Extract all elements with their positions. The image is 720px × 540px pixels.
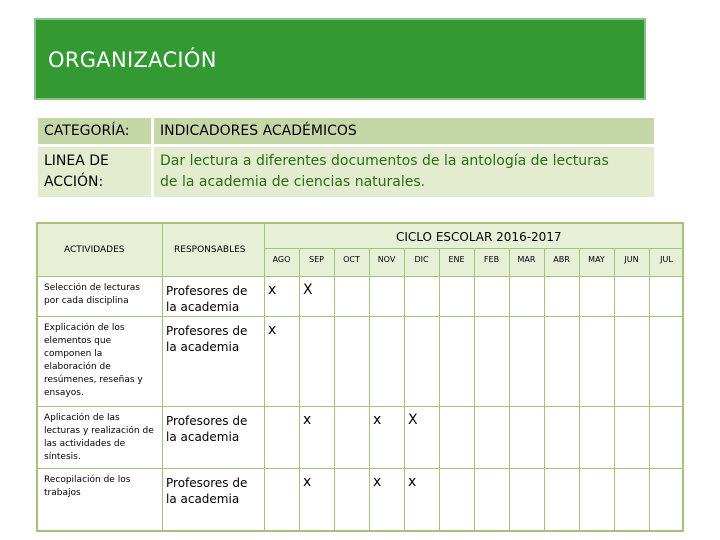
schedule-mark-sep: x <box>303 474 312 490</box>
month-divider <box>579 248 580 530</box>
column-divider <box>162 224 163 530</box>
responsible-text-line: la academia <box>166 430 240 444</box>
row-divider <box>38 276 682 277</box>
activity-cell <box>44 412 154 464</box>
month-divider <box>544 248 545 530</box>
activity-text-line: componen la <box>44 349 103 359</box>
responsible-cell <box>166 283 247 315</box>
activity-text-line: las actividades de <box>44 439 126 449</box>
page-title: ORGANIZACIÓN <box>48 48 217 72</box>
schedule-mark-nov: x <box>373 412 382 428</box>
month-header-oct: OCT <box>343 255 360 264</box>
responsible-text-line: la academia <box>166 340 240 354</box>
month-header-mar: MAR <box>517 255 536 264</box>
category-label: CATEGORÍA: <box>38 118 154 144</box>
responsible-text-line: Profesores de <box>166 284 248 298</box>
action-line-value-line: de la academia de ciencias naturales. <box>160 174 426 190</box>
row-divider <box>38 468 682 469</box>
activities-header: ACTIVIDADES <box>64 245 125 255</box>
responsible-text-line: Profesores de <box>166 324 248 338</box>
month-header-ago: AGO <box>272 255 291 264</box>
activity-cell <box>44 322 143 400</box>
month-header-abr: ABR <box>553 255 570 264</box>
schedule-mark-dic: X <box>408 412 418 428</box>
month-header-jun: JUN <box>624 255 639 264</box>
column-divider <box>264 224 265 530</box>
cycle-header: CICLO ESCOLAR 2016-2017 <box>396 230 562 244</box>
row-divider <box>38 316 682 317</box>
responsible-cell <box>166 413 247 445</box>
month-divider <box>369 248 370 530</box>
activity-text-line: resúmenes, reseñas y <box>44 375 143 385</box>
title-banner <box>34 18 646 100</box>
month-header-may: MAY <box>588 255 605 264</box>
month-header-nov: NOV <box>377 255 396 264</box>
schedule-mark-ago: x <box>268 282 277 298</box>
action-line-label <box>38 147 154 197</box>
cycle-divider <box>264 248 682 249</box>
schedule-mark-ago: x <box>268 322 277 338</box>
responsible-header: RESPONSABLES <box>174 245 246 255</box>
activity-text-line: ensayos. <box>44 388 84 398</box>
activity-text-line: por cada disciplina <box>44 296 129 306</box>
month-header-dic: DIC <box>414 255 429 264</box>
action-line-row <box>38 147 654 197</box>
schedule-table <box>36 222 684 532</box>
activity-text-line: elaboración de <box>44 362 111 372</box>
activity-text-line: Selección de lecturas <box>44 283 140 293</box>
month-divider <box>649 248 650 530</box>
activity-text-line: elementos que <box>44 336 112 346</box>
activity-text-line: lecturas y realización de <box>44 426 154 436</box>
responsible-cell <box>166 475 247 507</box>
activity-cell <box>44 474 130 500</box>
month-divider <box>509 248 510 530</box>
schedule-mark-sep: x <box>303 412 312 428</box>
month-divider <box>474 248 475 530</box>
activity-text-line: síntesis. <box>44 452 81 462</box>
month-divider <box>614 248 615 530</box>
activity-text-line: Aplicación de las <box>44 413 120 423</box>
activity-text-line: Explicación de los <box>44 323 125 333</box>
month-divider <box>334 248 335 530</box>
month-divider <box>299 248 300 530</box>
category-row <box>38 118 654 144</box>
month-header-sep: SEP <box>309 255 324 264</box>
responsible-cell <box>166 323 247 355</box>
schedule-mark-sep: X <box>303 282 313 298</box>
responsible-text-line: la academia <box>166 300 240 314</box>
responsible-text-line: Profesores de <box>166 476 248 490</box>
responsible-text-line: la academia <box>166 492 240 506</box>
month-header-jul: JUL <box>660 255 673 264</box>
month-divider <box>439 248 440 530</box>
month-divider <box>404 248 405 530</box>
schedule-header <box>38 224 682 276</box>
responsible-text-line: Profesores de <box>166 414 248 428</box>
category-value: INDICADORES ACADÉMICOS <box>154 118 654 144</box>
schedule-mark-nov: x <box>373 474 382 490</box>
action-line-label-line: LINEA DE <box>44 153 109 169</box>
month-header-feb: FEB <box>483 255 500 264</box>
action-line-label-line: ACCIÓN: <box>44 174 104 190</box>
activity-cell <box>44 282 140 308</box>
action-line-value <box>154 147 654 197</box>
action-line-value-line: Dar lectura a diferentes documentos de la antología de lecturas <box>160 153 609 169</box>
schedule-mark-dic: x <box>408 474 417 490</box>
row-divider <box>38 406 682 407</box>
activity-text-line: Recopilación de los <box>44 475 131 485</box>
activity-text-line: trabajos <box>44 488 81 498</box>
info-table <box>38 118 654 197</box>
month-header-ene: ENE <box>448 255 465 264</box>
